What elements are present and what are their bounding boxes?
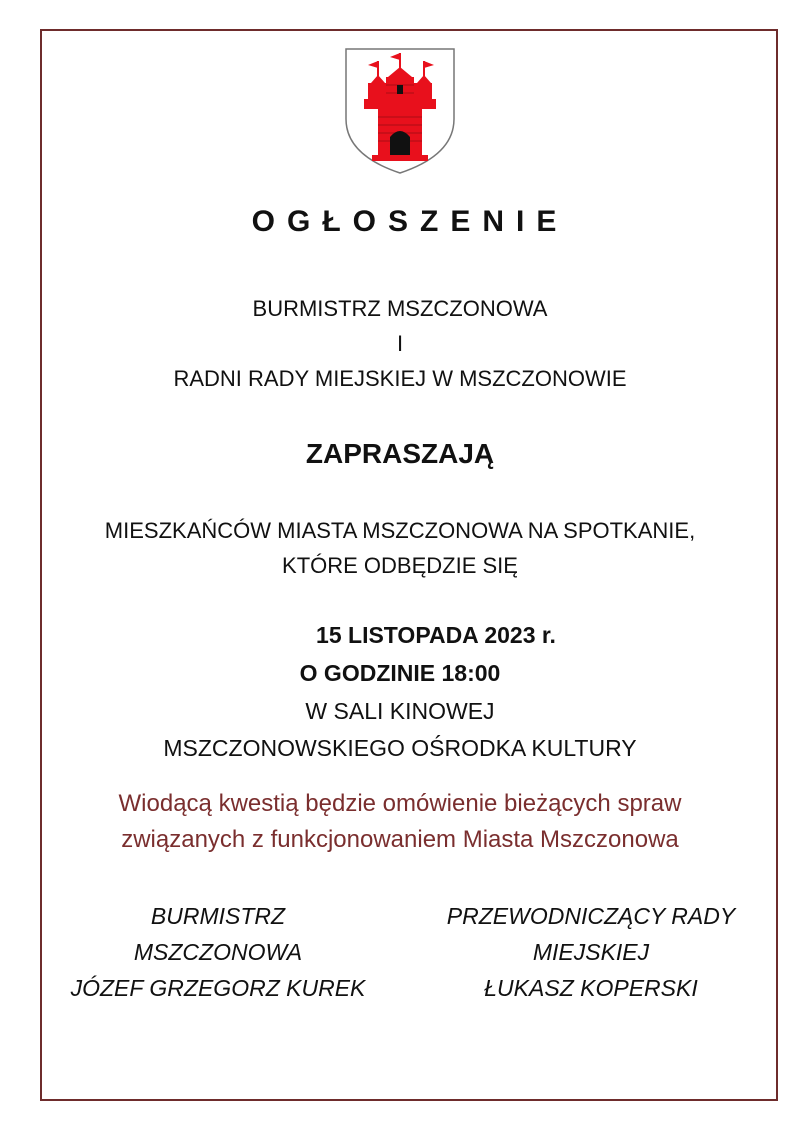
castle-coat-of-arms-icon [344, 47, 456, 175]
page-title: OGŁOSZENIE [251, 205, 569, 238]
event-time: O GODZINIE 18:00 [299, 660, 501, 686]
signature-left [38, 898, 398, 1006]
topic-line-2: związanych z funkcjonowaniem Miasta Mszczonowa [121, 826, 679, 853]
audience-line-1: MIESZKAŃCÓW MIASTA MSZCZONOWA NA SPOTKANIE, [104, 518, 696, 543]
event-date: 15 LISTOPADA 2023 r. [316, 622, 556, 648]
signature-right-name: ŁUKASZ KOPERSKI [484, 975, 698, 1001]
host-line-2: I [396, 331, 404, 356]
audience-line-2: KTÓRE ODBĘDZIE SIĘ [282, 553, 518, 578]
signature-left-title: BURMISTRZ [150, 903, 286, 929]
signature-left-town: MSZCZONOWA [133, 939, 303, 965]
signature-right-council: MIEJSKIEJ [532, 939, 650, 965]
host-line-3: RADNI RADY MIEJSKIEJ W MSZCZONOWIE [173, 366, 627, 391]
event-place-2: MSZCZONOWSKIEGO OŚRODKA KULTURY [163, 735, 637, 761]
invite-heading: ZAPRASZAJĄ [305, 438, 495, 469]
host-line-1: BURMISTRZ MSZCZONOWA [252, 296, 548, 321]
signature-right [411, 898, 771, 1006]
signature-right-title: PRZEWODNICZĄCY RADY [446, 903, 736, 929]
topic-line-1: Wiodącą kwestią będzie omówienie bieżących spraw [118, 790, 682, 817]
event-place-1: W SALI KINOWEJ [305, 698, 495, 724]
signature-left-name: JÓZEF GRZEGORZ KUREK [70, 975, 366, 1001]
